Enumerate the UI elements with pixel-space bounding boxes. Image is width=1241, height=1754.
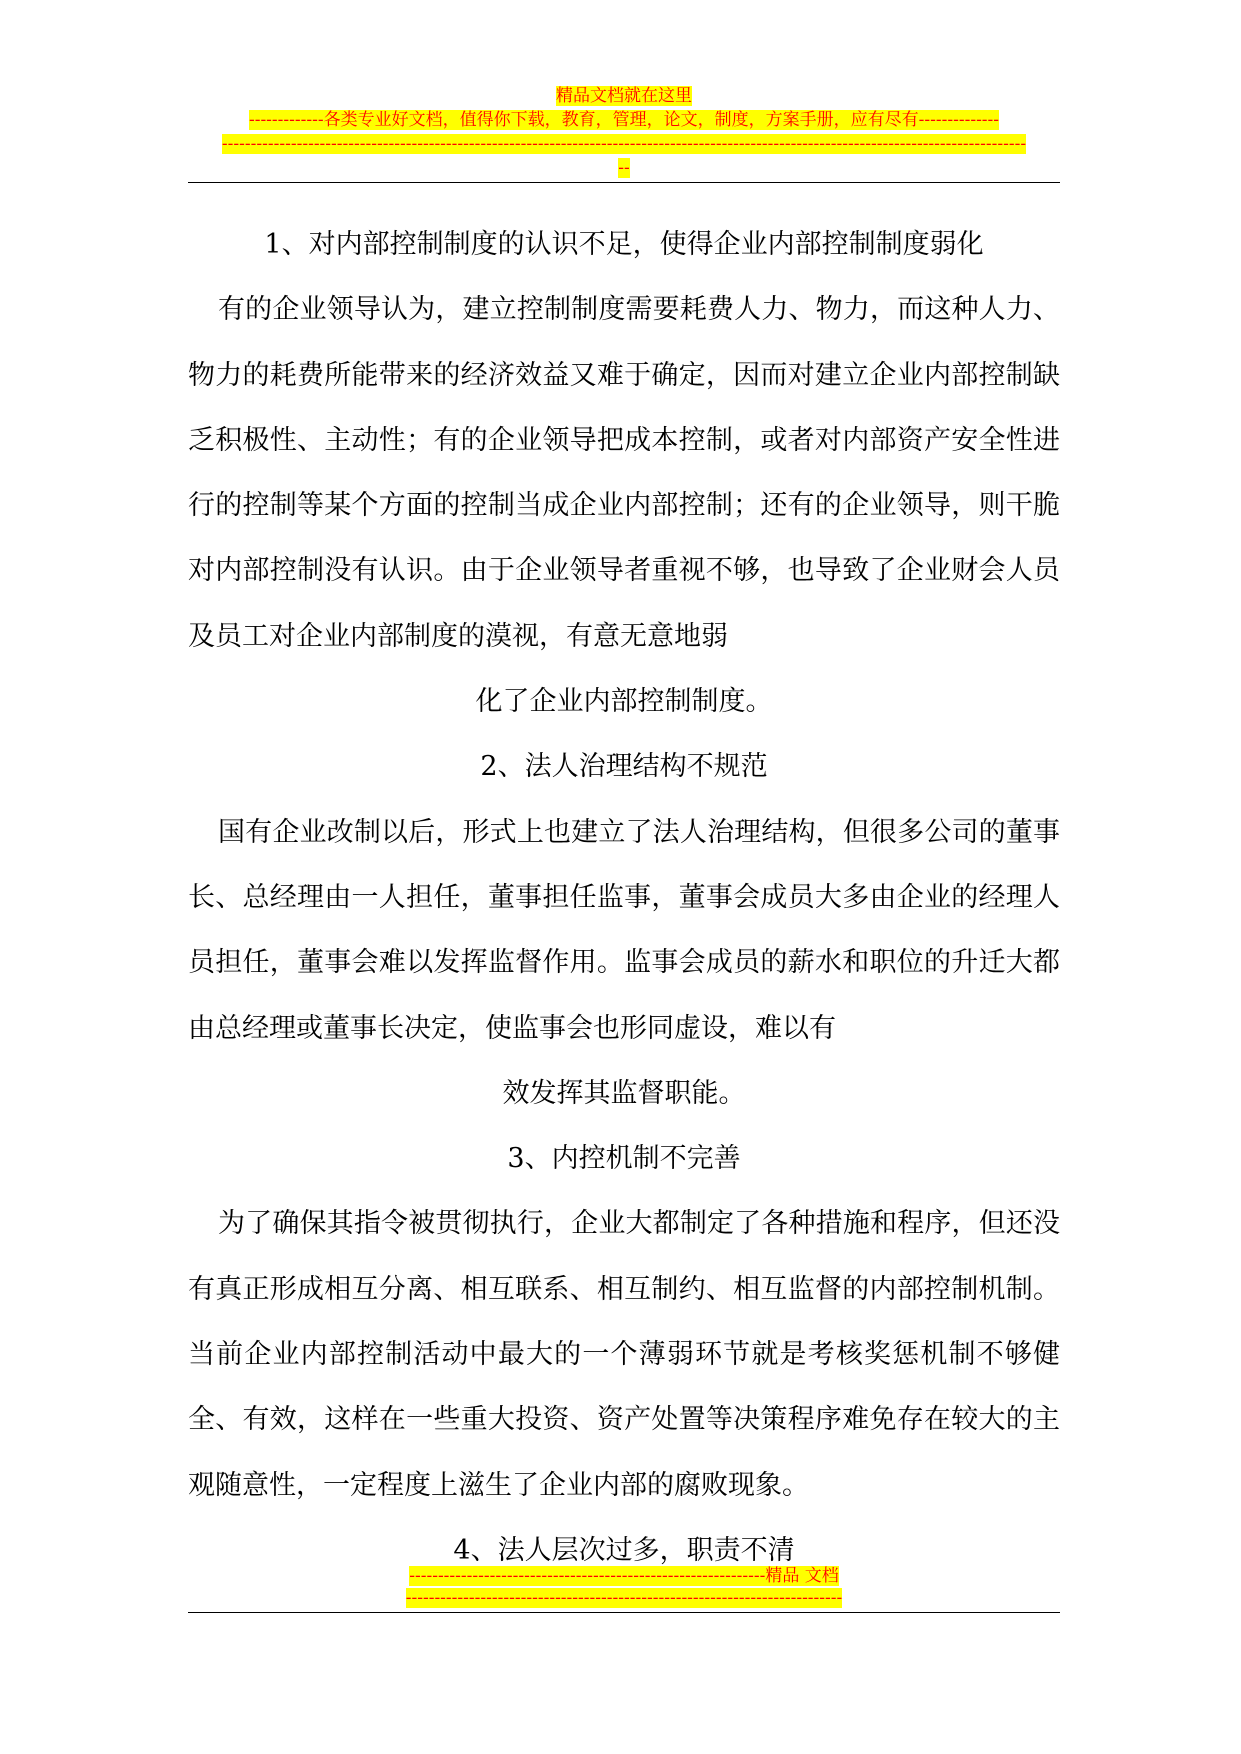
section-heading-4: 4、法人层次过多，职责不清 — [453, 1534, 795, 1566]
header-title-line — [188, 84, 1060, 108]
footer-divider — [188, 1612, 1060, 1613]
paragraph-3: 为了确保其指令被贯彻执行，企业大都制定了各种措施和程序，但还没有真正形成相互分离、相互联系、相互制约、相互监督的内部控制机制。当前企业内部控制活动中最大的一个薄弱环节就是考核奖惩机制不够健全、有效，这样在一些重大投资、资产处置等决策程序难免存在较大的主观随意性，一定程度上滋生了企业内部的腐败现象。 — [188, 1208, 1060, 1501]
footer-dashes: ---------------------------------------------------------------------------- — [405, 1588, 843, 1608]
header-tagline: -------------各类专业好文档，值得你下载，教育，管理，论文，制度，方案手册，应有尽有-------------- — [248, 110, 1000, 130]
paragraph-1-text: 有的企业领导认为，建立控制制度需要耗费人力、物力，而这种人力、物力的耗费所能带来的经济效益又难于确定，因而对建立企业内部控制缺乏积极性、主动性；有的企业领导把成本控制，或者对内部资产安全性进行的控制等某个方面的控制当成企业内部控制；还有的企业领导，则干脆对内部控制没有认识。由于企业领导者重视不够，也导致了企业财会人员及员工对企业内部制度的漠视，有意无意地弱 — [188, 294, 1060, 652]
paragraph-2 — [188, 800, 1060, 1126]
page-footer — [188, 1565, 1060, 1609]
header-tagline-line — [188, 108, 1060, 132]
footer-line-2 — [188, 1587, 1060, 1609]
header-divider — [188, 182, 1060, 183]
paragraph-2-text: 国有企业改制以后，形式上也建立了法人治理结构，但很多公司的董事长、总经理由一人担任，董事担任监事，董事会成员大多由企业的经理人员担任，董事会难以发挥监督作用。监事会成员的薪水和职位的升迁大都由总经理或董事长决定，使监事会也形同虚设，难以有 — [188, 816, 1060, 1044]
document-body — [188, 212, 1060, 1583]
section-heading-2: 2、法人治理结构不规范 — [480, 751, 768, 783]
header-dashes: -------------------------------------------------------------------------------------------------------------------------------------------- — [221, 134, 1027, 154]
section-heading-3: 3、内控机制不完善 — [507, 1143, 741, 1175]
header-dashes-tail: -- — [618, 158, 630, 178]
header-dashes-tail-line — [188, 156, 1060, 180]
footer-line-1 — [188, 1565, 1060, 1587]
paragraph-1-last-line: 化了企业内部控制制度。 — [475, 686, 773, 718]
paragraph-2-last-line: 效发挥其监督职能。 — [502, 1077, 746, 1109]
paragraph-1 — [188, 277, 1060, 734]
footer-label: --------------------------------------------------------------精品 文档 — [409, 1566, 839, 1586]
header-title: 精品文档就在这里 — [556, 86, 692, 106]
header-dashes-line — [188, 132, 1060, 156]
section-heading-1: 1、对内部控制制度的认识不足，使得企业内部控制制度弱化 — [264, 229, 984, 260]
page-header — [188, 84, 1060, 180]
